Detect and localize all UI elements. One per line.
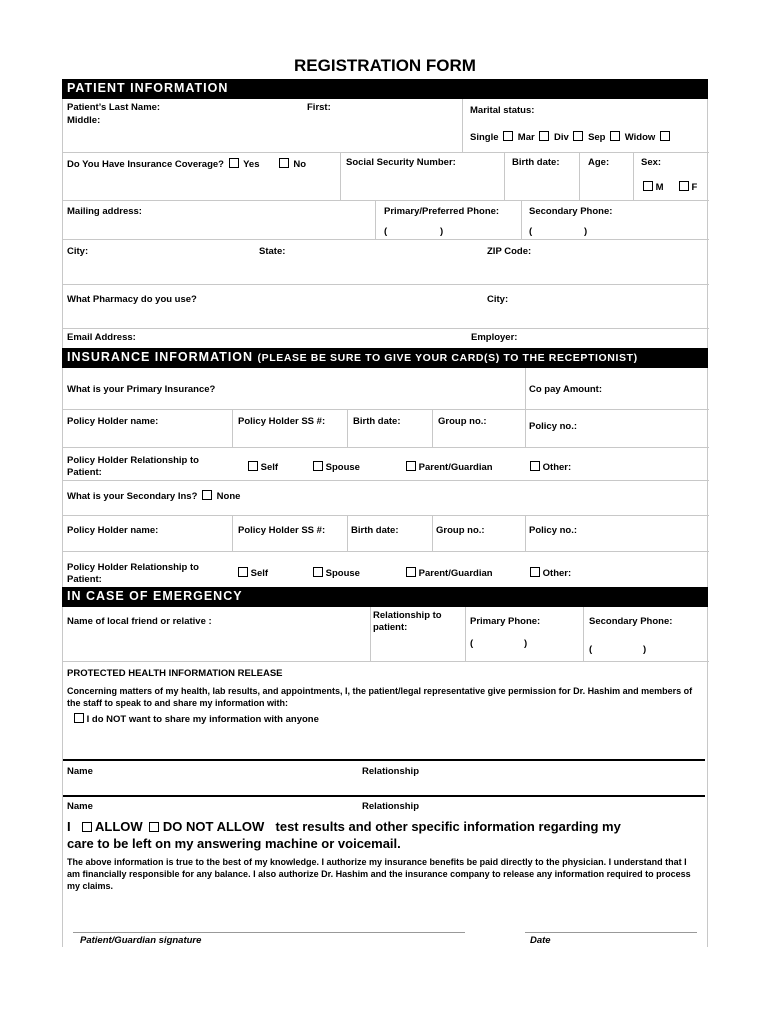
voicemail-consent-line2: care to be left on my answering machine or voicemail.: [67, 836, 401, 851]
relationship-label: Policy Holder Relationship to Patient:: [67, 455, 199, 478]
rel-spouse-option: [313, 461, 360, 474]
coverage-yes-label: Yes: [243, 159, 260, 170]
last-name-label: Patient’s Last Name:: [67, 102, 161, 113]
rel2-other-checkbox[interactable]: [530, 567, 540, 577]
rel2-parent-label: Parent/Guardian: [418, 568, 493, 579]
policy-number-label: Policy no.:: [529, 421, 578, 432]
primary-phone-paren-close: ): [440, 226, 444, 237]
rel-spouse-checkbox[interactable]: [313, 461, 323, 471]
emergency-name-label: Name of local friend or relative :: [67, 616, 212, 627]
allow-checkbox[interactable]: [82, 822, 92, 832]
first-name-label: First:: [307, 102, 331, 113]
rel2-other-option: [530, 567, 571, 580]
secondary-ins-label: What is your Secondary Ins?: [67, 491, 198, 502]
birth-date-label: Birth date:: [512, 157, 560, 168]
rel-other-option: [530, 461, 571, 474]
rel-other-label: Other:: [542, 462, 572, 473]
signature-label: Patient/Guardian signature: [80, 935, 202, 946]
coverage-no-label: No: [293, 159, 307, 170]
sex-options: [643, 181, 697, 194]
rel-other-checkbox[interactable]: [530, 461, 540, 471]
do-not-allow-label: DO NOT ALLOW: [162, 819, 265, 834]
voicemail-consent-line1: [67, 818, 621, 835]
rel2-self-option: [238, 567, 268, 580]
marital-mar-label: Mar: [517, 132, 535, 143]
insurance-header-title: INSURANCE INFORMATION: [67, 350, 254, 364]
marital-sep-checkbox[interactable]: [610, 131, 620, 141]
employer-label: Employer:: [471, 332, 518, 343]
sex-m-label: M: [655, 182, 664, 193]
policy-holder-name-2-label: Policy Holder name:: [67, 525, 159, 536]
state-label: State:: [259, 246, 286, 257]
mailing-address-label: Mailing address:: [67, 206, 142, 217]
ssn-label: Social Security Number:: [346, 157, 456, 168]
rel2-parent-option: [406, 567, 493, 580]
rel2-spouse-option: [313, 567, 360, 580]
marital-options: [470, 131, 672, 144]
rel-self-option: [248, 461, 278, 474]
emergency-relationship-label: Relationship to patient:: [373, 610, 442, 633]
secondary-none-label: None: [216, 491, 241, 502]
release-relationship-label-2: Relationship: [362, 801, 420, 812]
rel-parent-checkbox[interactable]: [406, 461, 416, 471]
pharmacy-label: What Pharmacy do you use?: [67, 294, 197, 305]
consent-i: I: [67, 819, 71, 834]
marital-widow-label: Widow: [624, 132, 656, 143]
emergency-header: IN CASE OF EMERGENCY: [62, 587, 708, 607]
policy-holder-name-label: Policy Holder name:: [67, 416, 159, 427]
patient-info-header: PATIENT INFORMATION: [62, 79, 708, 99]
emergency-secondary-paren-close: ): [643, 644, 647, 655]
release-relationship-label-1: Relationship: [362, 766, 420, 777]
rel-self-checkbox[interactable]: [248, 461, 258, 471]
release-name-label-2: Name: [67, 801, 93, 812]
marital-sep-label: Sep: [588, 132, 606, 143]
rel-parent-label: Parent/Guardian: [418, 462, 493, 473]
policy-holder-ss-2-label: Policy Holder SS #:: [238, 525, 326, 536]
coverage-yes-checkbox[interactable]: [229, 158, 239, 168]
no-share-option: [74, 713, 319, 726]
secondary-phone-label: Secondary Phone:: [529, 206, 613, 217]
policy-holder-ss-label: Policy Holder SS #:: [238, 416, 326, 427]
marital-div-label: Div: [553, 132, 569, 143]
group-number-label: Group no.:: [438, 416, 487, 427]
coverage-no-checkbox[interactable]: [279, 158, 289, 168]
do-not-allow-checkbox[interactable]: [149, 822, 159, 832]
rel-self-label: Self: [260, 462, 279, 473]
marital-mar-checkbox[interactable]: [539, 131, 549, 141]
emergency-primary-phone-label: Primary Phone:: [470, 616, 541, 627]
rel2-other-label: Other:: [542, 568, 572, 579]
no-share-label: I do NOT want to share my information with anyone: [86, 714, 319, 725]
rel2-self-label: Self: [250, 568, 269, 579]
phi-release-text: Concerning matters of my health, lab results, and appointments, I, the patient/legal representative give permission for Dr. Hashim and members of the staff to speak to and share my information with:: [67, 686, 693, 708]
primary-phone-paren-open: (: [384, 226, 388, 237]
marital-div-checkbox[interactable]: [573, 131, 583, 141]
rel-parent-option: [406, 461, 493, 474]
relationship-2-label: Policy Holder Relationship to Patient:: [67, 562, 199, 585]
rel2-parent-checkbox[interactable]: [406, 567, 416, 577]
insurance-info-header: [62, 348, 708, 368]
marital-widow-checkbox[interactable]: [660, 131, 670, 141]
insurance-header-note: (PLEASE BE SURE TO GIVE YOUR CARD(S) TO THE RECEPTIONIST): [257, 352, 638, 364]
primary-insurance-label: What is your Primary Insurance?: [67, 384, 216, 395]
secondary-none-checkbox[interactable]: [202, 490, 212, 500]
marital-status-label: Marital status:: [470, 105, 535, 116]
rel2-self-checkbox[interactable]: [238, 567, 248, 577]
insurance-coverage-row: [67, 158, 306, 171]
middle-name-label: Middle:: [67, 115, 101, 126]
sex-m-checkbox[interactable]: [643, 181, 653, 191]
secondary-phone-paren-close: ): [584, 226, 588, 237]
rel2-spouse-checkbox[interactable]: [313, 567, 323, 577]
insurance-coverage-label: Do You Have Insurance Coverage?: [67, 159, 224, 170]
sex-f-checkbox[interactable]: [679, 181, 689, 191]
form-title: REGISTRATION FORM: [294, 56, 476, 75]
city-label: City:: [67, 246, 89, 257]
emergency-secondary-paren-open: (: [589, 644, 593, 655]
policy-number-2-label: Policy no.:: [529, 525, 578, 536]
no-share-checkbox[interactable]: [74, 713, 84, 723]
release-name-label-1: Name: [67, 766, 93, 777]
marital-single-label: Single: [470, 132, 499, 143]
secondary-ins-row: [67, 490, 240, 503]
age-label: Age:: [588, 157, 610, 168]
secondary-phone-paren-open: (: [529, 226, 533, 237]
group-number-2-label: Group no.:: [436, 525, 485, 536]
pharmacy-city-label: City:: [487, 294, 509, 305]
zip-code-label: ZIP Code:: [487, 246, 532, 257]
rel2-spouse-label: Spouse: [325, 568, 360, 579]
copay-label: Co pay Amount:: [529, 384, 603, 395]
primary-phone-label: Primary/Preferred Phone:: [384, 206, 500, 217]
emergency-primary-paren-open: (: [470, 638, 474, 649]
allow-label: ALLOW: [95, 819, 143, 834]
phi-release-heading: PROTECTED HEALTH INFORMATION RELEASE: [67, 668, 283, 679]
email-label: Email Address:: [67, 332, 136, 343]
emergency-primary-paren-close: ): [524, 638, 528, 649]
emergency-secondary-phone-label: Secondary Phone:: [589, 616, 673, 627]
sex-f-label: F: [691, 182, 698, 193]
policy-birth-date-2-label: Birth date:: [351, 525, 399, 536]
consent-line1-rest: test results and other specific information regarding my: [275, 819, 621, 834]
sex-label: Sex:: [641, 157, 662, 168]
date-label: Date: [530, 935, 551, 946]
authorization-statement: The above information is true to the best of my knowledge. I authorize my insurance benefits be paid directly to the physician. I understand that I am financially responsible for any balance. I also authorize Dr. Hashim and the insurance company to release any information required to process my claims.: [67, 857, 691, 891]
policy-birth-date-label: Birth date:: [353, 416, 401, 427]
rel-spouse-label: Spouse: [325, 462, 360, 473]
marital-single-checkbox[interactable]: [503, 131, 513, 141]
